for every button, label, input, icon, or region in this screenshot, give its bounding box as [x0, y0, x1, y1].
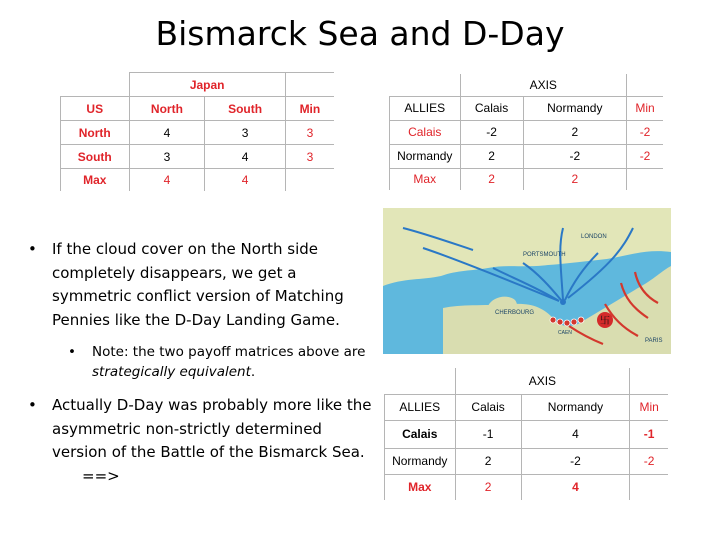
map-label-london: LONDON	[581, 234, 607, 240]
min-cell: 3	[285, 145, 334, 169]
min-header: Min	[285, 97, 334, 121]
max-cell: 2	[523, 168, 626, 190]
max-cell: 2	[460, 168, 523, 190]
payoff-cell: -2	[523, 144, 626, 168]
bullet-text: Actually D-Day was probably more like the asymmetric non-strictly determined version of the Battle of the Bismarck Sea.	[52, 396, 372, 461]
col-group-label: AXIS	[460, 74, 627, 96]
row-head-label: ALLIES	[385, 394, 456, 420]
min-header: Min	[630, 394, 668, 420]
max-label: Max	[390, 168, 461, 190]
dday-payoff-table	[389, 74, 663, 190]
min-cell: -2	[627, 144, 663, 168]
map-label-caen: CAEN	[558, 330, 572, 336]
bullet-text: If the cloud cover on the North side completely disappears, we get a symmetric conflict version of Matching Pennies like the D-Day Landing Game.	[52, 240, 344, 329]
min-cell: -2	[627, 120, 663, 144]
payoff-cell: 4	[521, 420, 630, 448]
svg-text:卐: 卐	[600, 316, 610, 327]
arrow-text: ==>	[82, 466, 120, 485]
max-cell: 4	[205, 169, 285, 191]
bullet-dot: •	[28, 396, 37, 414]
sub-bullet-text: Note: the two payoff matrices above are	[92, 344, 366, 360]
col-group-label: Japan	[129, 73, 285, 97]
row-label: Calais	[385, 420, 456, 448]
max-label: Max	[385, 474, 456, 500]
bismarck-payoff-table	[60, 72, 334, 191]
row-head-label: US	[61, 97, 130, 121]
payoff-cell: -1	[455, 420, 521, 448]
col-header: Normandy	[521, 394, 630, 420]
bullet-item	[28, 238, 373, 332]
max-label: Max	[61, 169, 130, 191]
col-header: Normandy	[523, 96, 626, 120]
max-cell: 4	[129, 169, 205, 191]
sub-bullet-item: • Note: the two payoff matrices above are strategically equivalent.	[68, 344, 366, 380]
col-group-label: AXIS	[455, 368, 630, 394]
min-cell: -1	[630, 420, 668, 448]
payoff-cell: 2	[455, 448, 521, 474]
col-header: South	[205, 97, 285, 121]
payoff-cell: -2	[521, 448, 630, 474]
col-header: North	[129, 97, 205, 121]
payoff-cell: 3	[129, 145, 205, 169]
map-label-paris: PARIS	[645, 338, 663, 344]
max-cell: 2	[455, 474, 521, 500]
dday-map	[383, 208, 671, 354]
row-head-label: ALLIES	[390, 96, 461, 120]
payoff-cell: 2	[460, 144, 523, 168]
row-label: North	[61, 121, 130, 145]
payoff-cell: 4	[129, 121, 205, 145]
bullet-list	[28, 238, 373, 488]
sub-bullet-emphasis: strategically equivalent	[92, 364, 251, 380]
row-label: Normandy	[385, 448, 456, 474]
bullet-dot: •	[28, 240, 37, 258]
dday-asymmetric-payoff-table	[384, 368, 668, 500]
max-cell: 4	[521, 474, 630, 500]
col-header: Calais	[455, 394, 521, 420]
bullet-item	[28, 394, 373, 488]
payoff-cell: 4	[205, 145, 285, 169]
row-label: Calais	[390, 120, 461, 144]
row-label: South	[61, 145, 130, 169]
payoff-cell: 2	[523, 120, 626, 144]
map-label-portsmouth: PORTSMOUTH	[523, 252, 566, 258]
min-header: Min	[627, 96, 663, 120]
bullet-dot: •	[68, 344, 76, 360]
row-label: Normandy	[390, 144, 461, 168]
payoff-cell: -2	[460, 120, 523, 144]
map-label-cherbourg: CHERBOURG	[495, 310, 535, 316]
slide-title: Bismarck Sea and D-Day	[155, 14, 565, 53]
min-cell: -2	[630, 448, 668, 474]
landing-zone	[560, 299, 566, 305]
min-cell: 3	[285, 121, 334, 145]
col-header: Calais	[460, 96, 523, 120]
payoff-cell: 3	[205, 121, 285, 145]
